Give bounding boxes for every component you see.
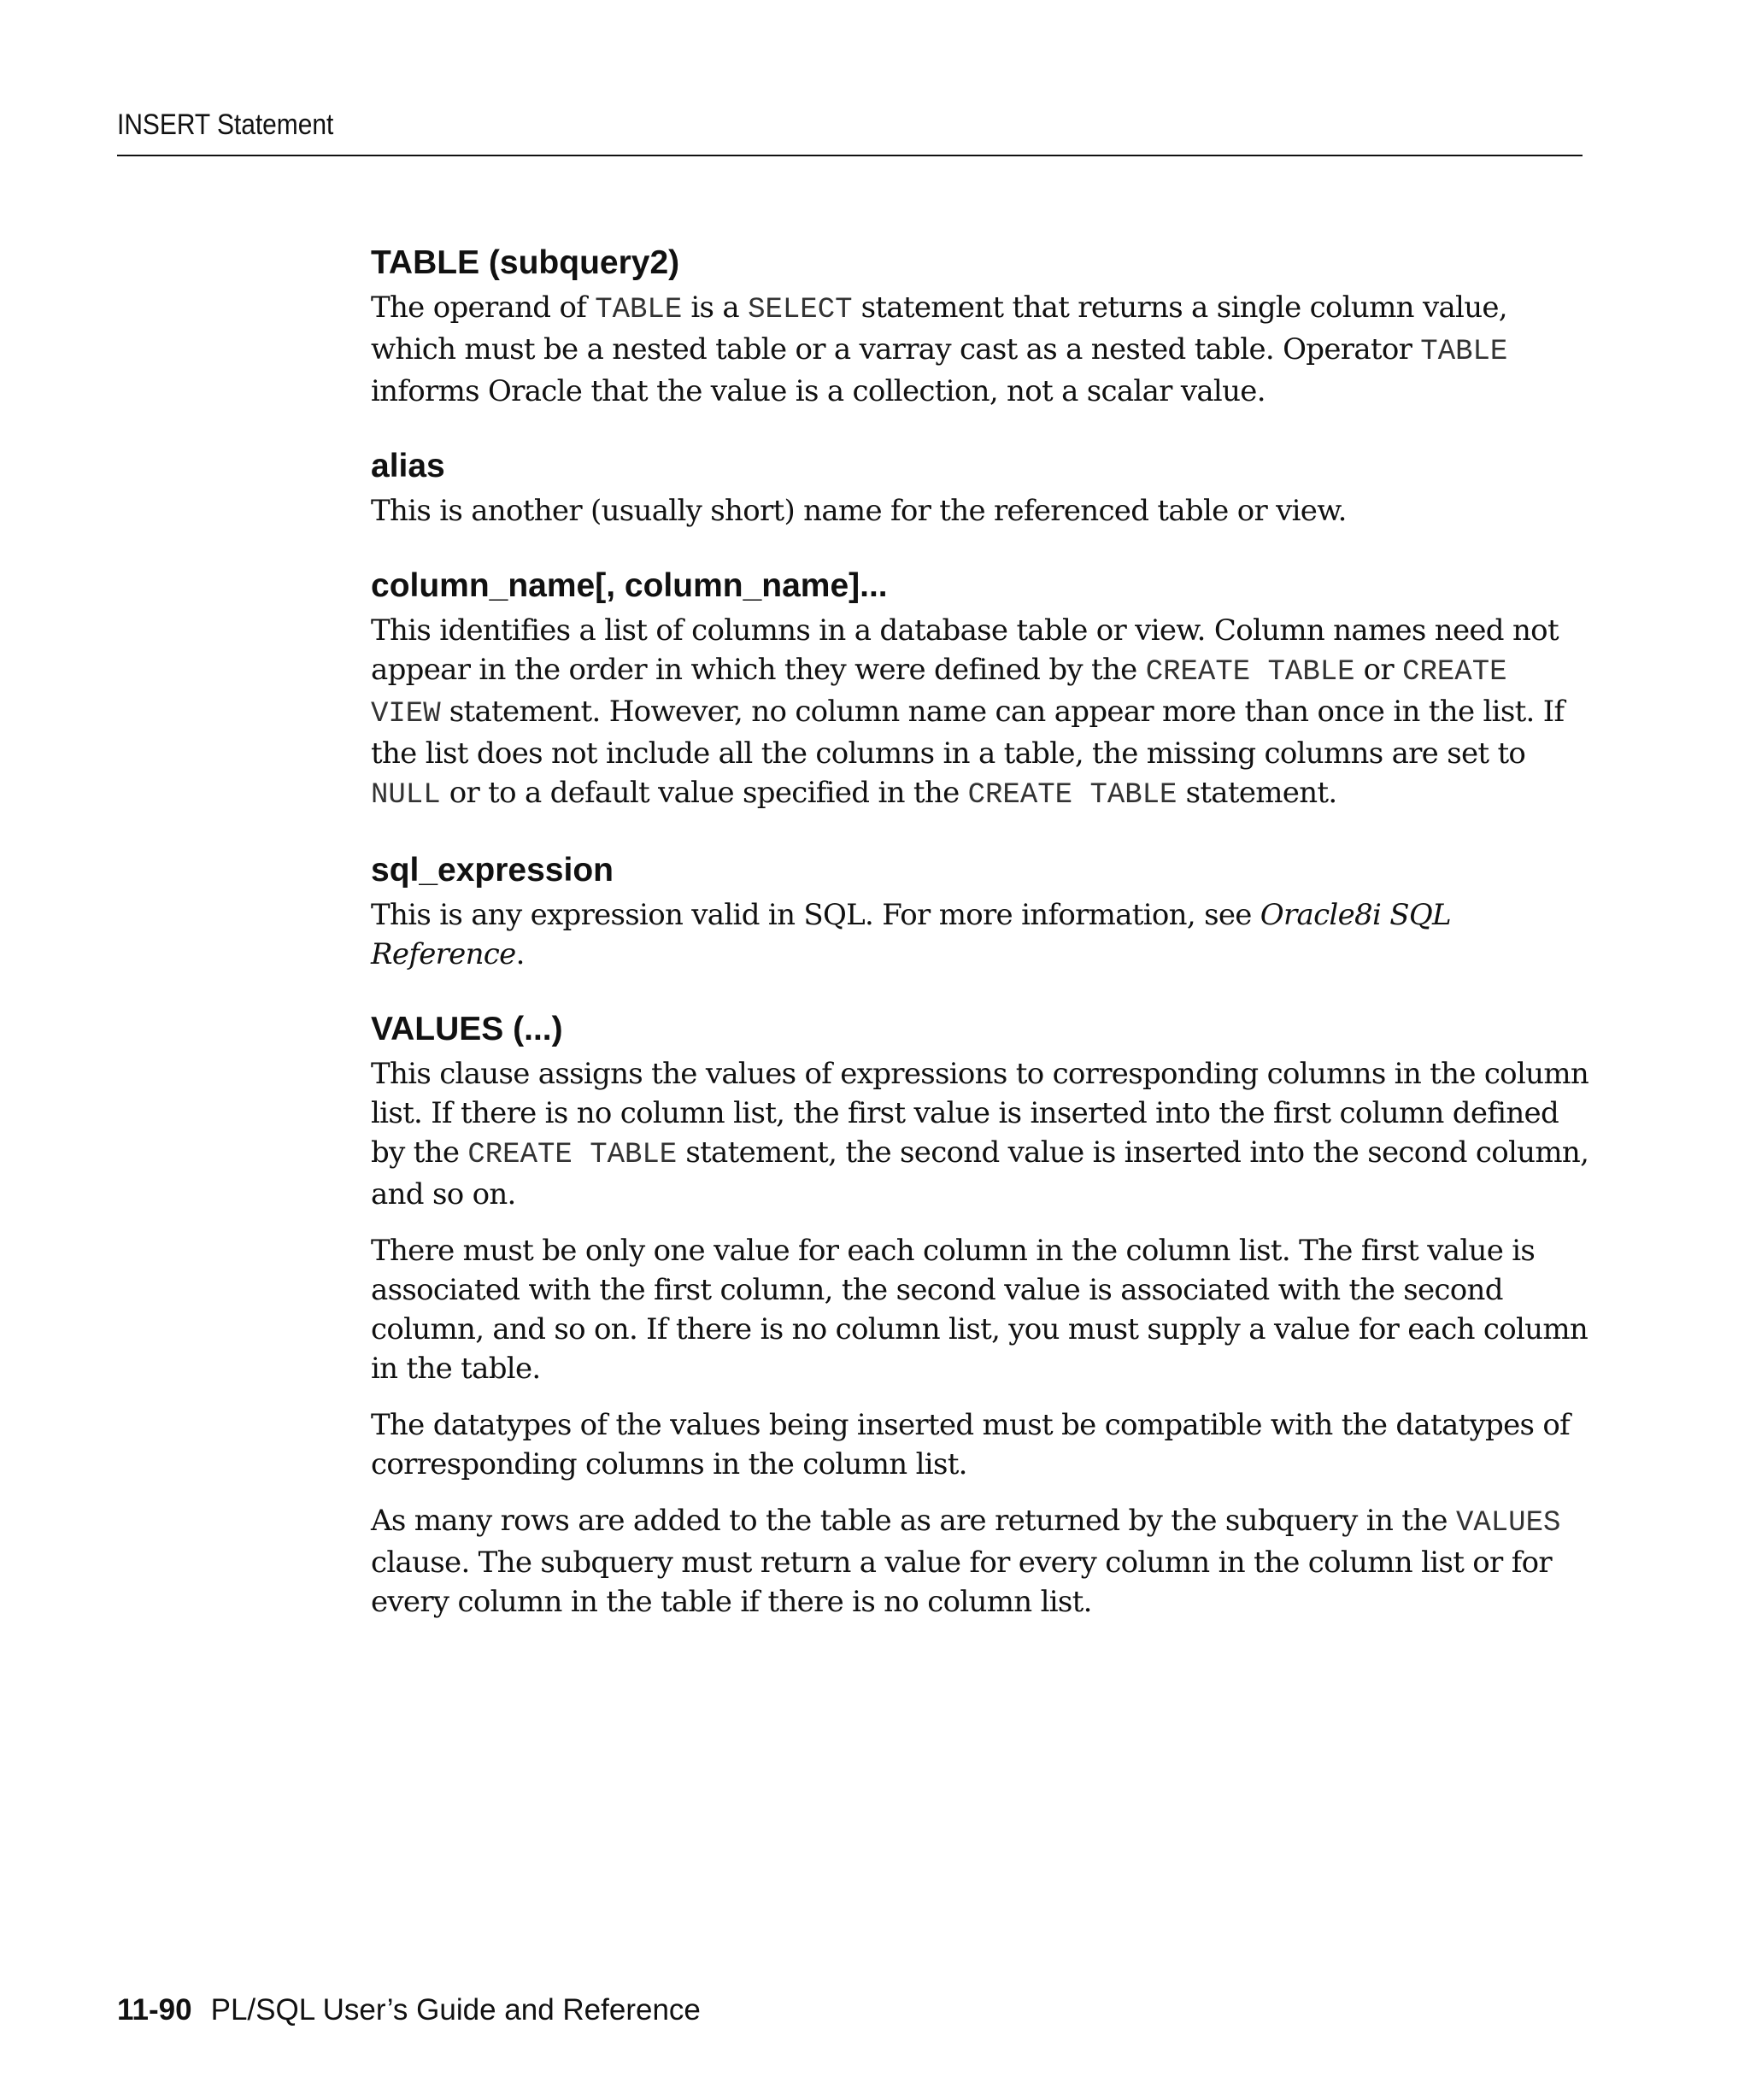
paragraph [371, 1405, 1593, 1484]
code-keyword: CREATE TABLE [467, 1139, 678, 1171]
paragraph [371, 895, 1593, 974]
text-run: This is any expression valid in SQL. For more information, see [371, 898, 1260, 932]
running-header: INSERT Statement [117, 109, 334, 141]
text-run: This is another (usually short) name for the referenced table or view. [371, 494, 1347, 528]
section-heading: column_name[, column_name]... [371, 567, 888, 604]
paragraph [371, 1054, 1593, 1214]
paragraph [371, 611, 1593, 815]
paragraph [371, 288, 1593, 411]
text-run: statement. However, no column name can appear more than once in the list. If the list does not include all the columns in a table, the missing columns are set to [371, 695, 1565, 771]
text-run: There must be only one value for each column in the column list. The first value is associated with the first column, the second value is associated with the second column, and so on. If there is no column list, you must supply a value for each column in the table. [371, 1234, 1589, 1386]
header-divider [117, 155, 1583, 156]
text-run: or to a default value specified in the [440, 776, 968, 810]
section-heading: alias [371, 448, 445, 484]
section-values [371, 1008, 1593, 1622]
text-run: . [515, 937, 525, 971]
code-keyword: VALUES [1455, 1507, 1561, 1540]
code-keyword: CREATE TABLE [967, 779, 1177, 812]
section-column-name [371, 565, 1593, 815]
book-title: PL/SQL User’s Guide and Reference [210, 1993, 701, 2027]
code-keyword: CREATE VIEW [371, 656, 1507, 730]
text-run: clause. The subquery must return a value for every column in the column list or for every column in the table if there is no column list. [371, 1546, 1552, 1619]
section-table-subquery2 [371, 242, 1593, 411]
text-run: The operand of [371, 290, 596, 325]
text-run: This identifies a list of columns in a database table or view. Column names need not appear in the order in which they were defined by the [371, 613, 1559, 687]
paragraph [371, 491, 1593, 531]
code-keyword: SELECT [748, 294, 853, 326]
code-keyword: TABLE [1420, 336, 1508, 368]
page-footer [117, 1992, 701, 2028]
text-run: is a [682, 290, 749, 325]
code-keyword: NULL [371, 779, 441, 812]
text-run: statement. [1177, 776, 1337, 810]
page-number: 11-90 [117, 1993, 192, 2027]
section-sql-expression [371, 849, 1593, 974]
text-run: statement, the second value is inserted into the second column, and so on. [371, 1135, 1589, 1211]
text-run: The datatypes of the values being inserted must be compatible with the datatypes of corresponding columns in the column list. [371, 1408, 1571, 1481]
paragraph [371, 1501, 1593, 1622]
text-run: informs Oracle that the value is a collection, not a scalar value. [371, 374, 1266, 408]
section-heading: VALUES (...) [371, 1011, 563, 1047]
section-heading: sql_expression [371, 852, 614, 889]
paragraph [371, 1231, 1593, 1388]
main-content [371, 242, 1593, 1656]
text-run: This clause assigns the values of expressions to corresponding columns in the column list. If there is no column list, the first value is inserted into the first column defined by the [371, 1057, 1589, 1170]
section-alias [371, 445, 1593, 531]
book-reference: Oracle8i SQL Reference [371, 898, 1451, 971]
text-run: or [1354, 653, 1403, 687]
text-run: statement that returns a single column value, which must be a nested table or a varray cast as a nested table. Operator [371, 290, 1507, 367]
code-keyword: TABLE [595, 294, 683, 326]
section-heading: TABLE (subquery2) [371, 244, 680, 281]
code-keyword: CREATE TABLE [1145, 656, 1355, 689]
text-run: As many rows are added to the table as are returned by the subquery in the [371, 1504, 1456, 1538]
